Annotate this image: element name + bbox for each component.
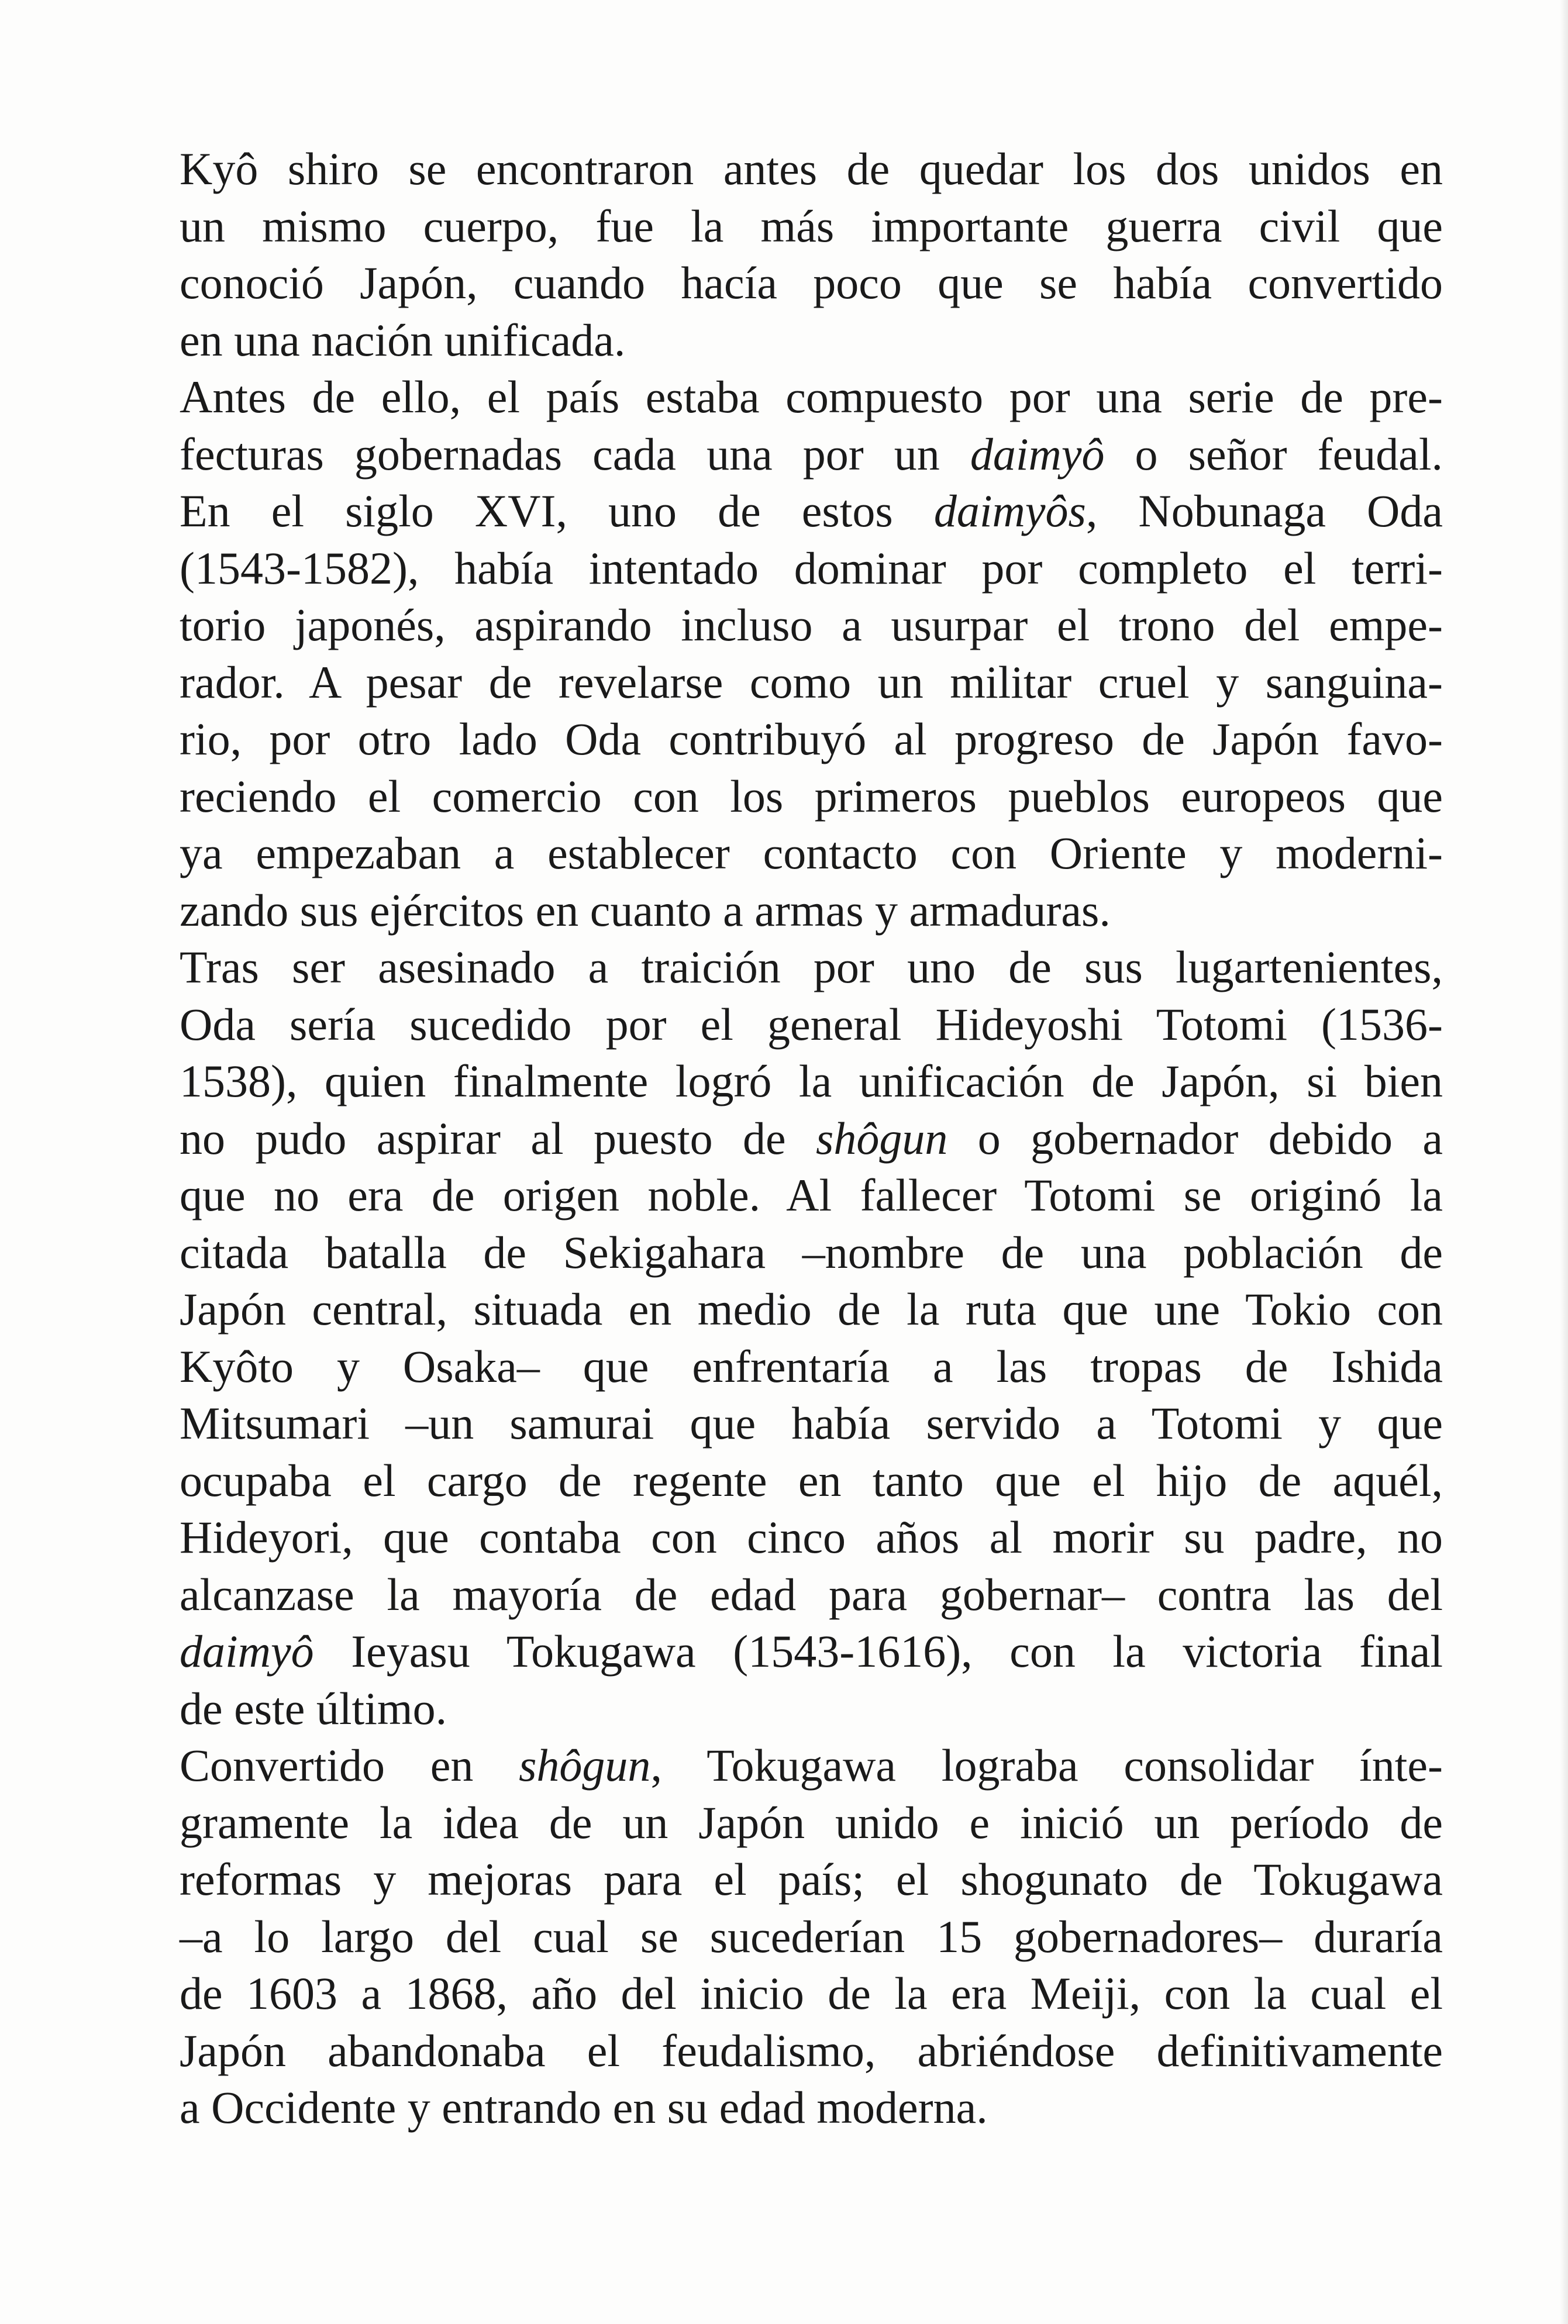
text-line: daimyô Ieyasu Tokugawa (1543-1616), con la victoria final [180,1626,1443,1677]
body-text [180,140,1443,2136]
text-line: ya empezaban a establecer contacto con Oriente y moderni- [180,827,1443,878]
text-line: –a lo largo del cual se sucederían 15 gobernadores– duraría [180,1911,1443,1962]
text-line: zando sus ejércitos en cuanto a armas y armaduras. [180,884,1111,936]
text-line: un mismo cuerpo, fue la más importante guerra civil que [180,200,1443,251]
text-line: 1538), quien finalmente logró la unificación de Japón, si bien [180,1056,1443,1106]
text-line: ocupaba el cargo de regente en tanto que el hijo de aquél, [180,1454,1443,1506]
text-line: rio, por otro lado Oda contribuyó al progreso de Japón favo- [180,713,1443,764]
text-line: no pudo aspirar al puesto de shôgun o gobernador debido a [180,1112,1443,1164]
text-line: Kyô shiro se encontraron antes de quedar los dos unidos en [180,143,1443,194]
text-line: Hideyori, que contaba con cinco años al morir su padre, no [180,1512,1443,1563]
text-line: torio japonés, aspirando incluso a usurpar el trono del empe- [180,599,1443,650]
page-edge-shadow [1560,0,1568,2324]
text-line: Oda sería sucedido por el general Hideyoshi Totomi (1536- [180,998,1443,1050]
text-line: Antes de ello, el país estaba compuesto por una serie de pre- [180,371,1443,422]
text-line: rador. A pesar de revelarse como un militar cruel y sanguina- [180,656,1443,708]
text-line: de este último. [180,1682,447,1734]
text-line: alcanzase la mayoría de edad para gobernar– contra las del [180,1568,1443,1620]
text-line: a Occidente y entrando en su edad moderna. [180,2082,988,2133]
text-line: Kyôto y Osaka– que enfrentaría a las tropas de Ishida [180,1340,1443,1392]
text-line: Tras ser asesinado a traición por uno de sus lugartenientes, [180,942,1443,992]
text-line: conoció Japón, cuando hacía poco que se había convertido [180,257,1443,308]
text-line: de 1603 a 1868, año del inicio de la era Meiji, con la cual el [180,1968,1443,2019]
text-line: citada batalla de Sekigahara –nombre de una población de [180,1226,1443,1278]
text-line: gramente la idea de un Japón unido e inició un período de [180,1797,1443,1848]
text-line: que no era de origen noble. Al fallecer Totomi se originó la [180,1170,1443,1220]
text-line: fecturas gobernadas cada una por un daimyô o señor feudal. [180,428,1443,480]
text-line: reciendo el comercio con los primeros pueblos europeos que [180,770,1443,822]
text-line: Convertido en shôgun, Tokugawa lograba consolidar ínte- [180,1740,1443,1791]
text-line: reformas y mejoras para el país; el shogunato de Tokugawa [180,1854,1443,1905]
text-line: Mitsumari –un samurai que había servido a Totomi y que [180,1398,1443,1449]
text-line: En el siglo XVI, uno de estos daimyôs, Nobunaga Oda [180,485,1443,536]
text-line: en una nación unificada. [180,314,626,366]
text-line: (1543-1582), había intentado dominar por completo el terri- [180,542,1443,594]
text-line: Japón central, situada en medio de la ruta que une Tokio con [180,1284,1443,1335]
text-line: Japón abandonaba el feudalismo, abriéndose definitivamente [180,2025,1443,2076]
